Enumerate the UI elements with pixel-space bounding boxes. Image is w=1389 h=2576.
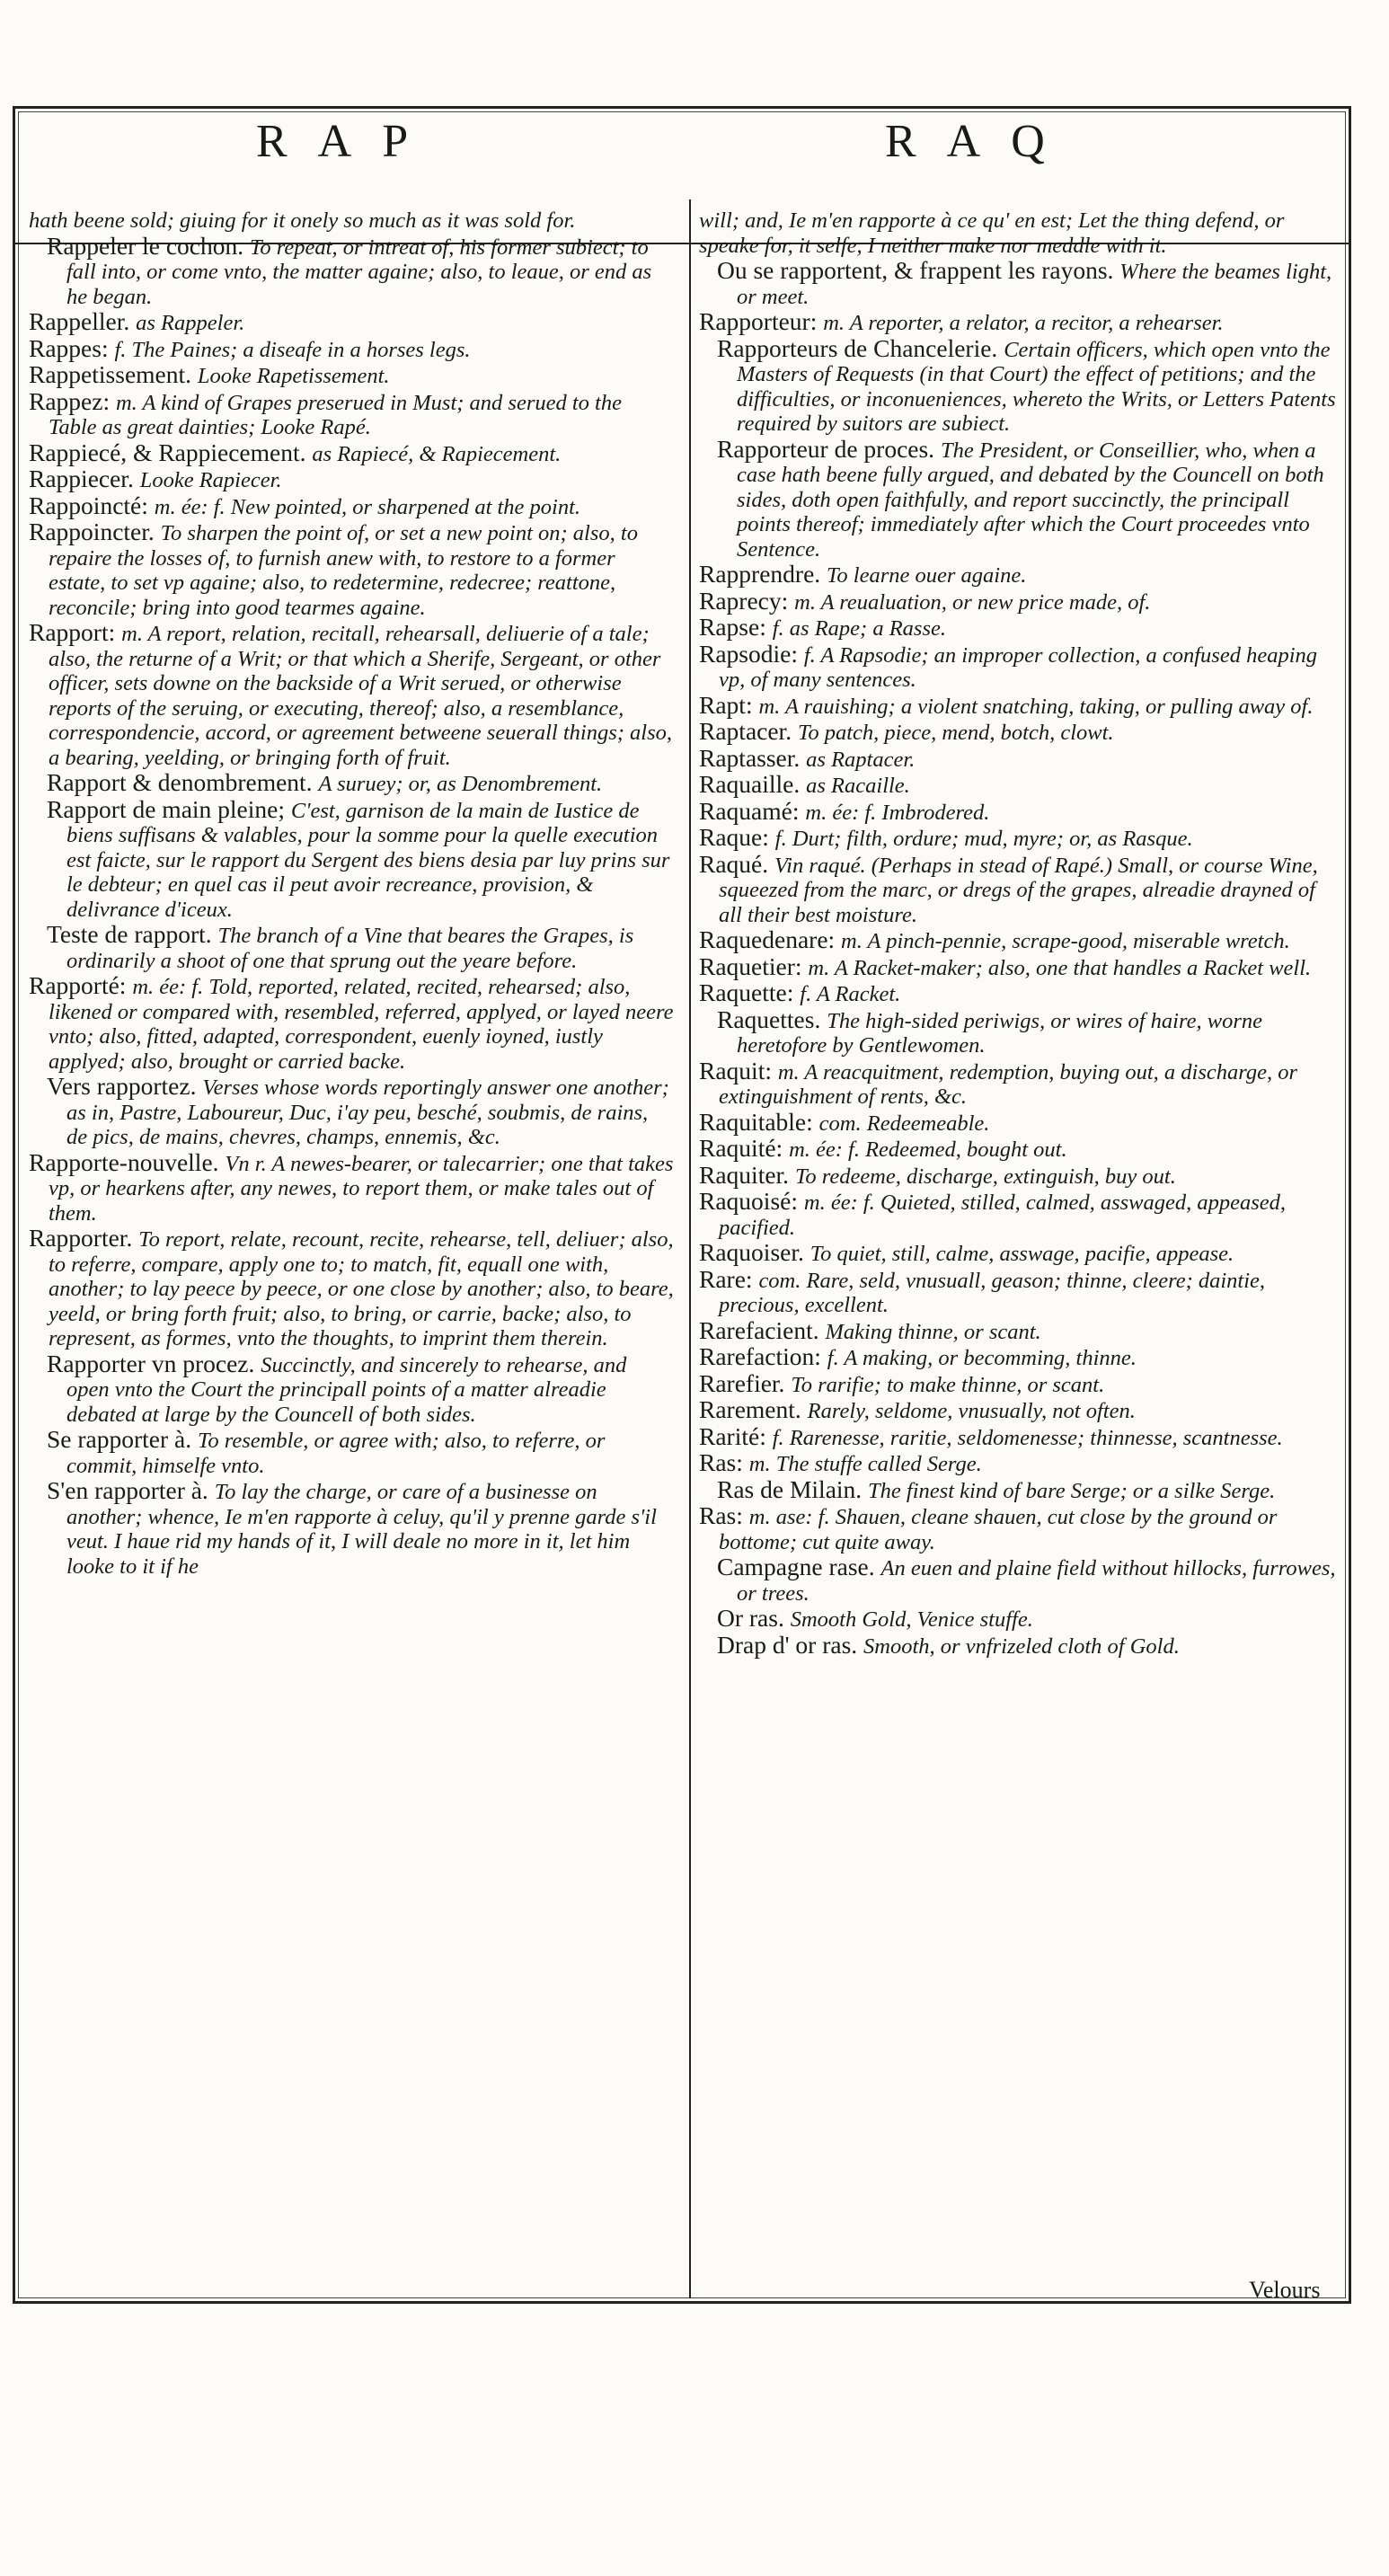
dictionary-entry bbox=[699, 927, 1339, 954]
dictionary-entry bbox=[699, 309, 1339, 336]
headword: Rapporté: bbox=[29, 971, 133, 999]
definition: To lay the charge, or care of a businesse on another; whence, Ie m'en rapporte à celuy, qu'il y prenne garde s'il veut. I haue rid my hands of it, I will deale no more in it, let him looke to it if he bbox=[66, 1480, 657, 1579]
definition: m. A rauishing; a violent snatching, taking, or pulling away of. bbox=[758, 694, 1314, 719]
headword: Campagne rase. bbox=[717, 1553, 881, 1580]
dictionary-entry bbox=[699, 1606, 1339, 1633]
definition: To report, relate, recount, recite, rehearse, tell, deliuer; also, to referre, compare, apply one to; to match, fit, equall one with, another; to lay peece by peece, or one close by another; also, to beare, yeeld, or bring forth fruit; also, to bring, or carrie, backe; also, to represent, as formes, vnto the thoughts, to imprint them therein. bbox=[49, 1227, 674, 1350]
definition: Looke Rapiecer. bbox=[139, 468, 282, 492]
headword: Rapporter. bbox=[29, 1224, 139, 1252]
definition: The finest kind of bare Serge; or a silke Serge. bbox=[868, 1478, 1276, 1503]
headword: Ras de Milain. bbox=[717, 1474, 869, 1503]
definition: m. ée: f. New pointed, or sharpened at the point. bbox=[154, 494, 581, 519]
dictionary-entry bbox=[699, 1554, 1339, 1606]
headword: Raptacer. bbox=[699, 717, 798, 745]
running-head-right bbox=[885, 115, 1075, 168]
dictionary-entry bbox=[699, 796, 1339, 826]
headword: Raptasser. bbox=[699, 743, 807, 772]
definition: Rarely, seldome, vnusually, not often. bbox=[807, 1399, 1136, 1423]
dictionary-entry bbox=[699, 743, 1339, 773]
dictionary-entry bbox=[699, 1421, 1339, 1451]
definition: Smooth Gold, Venice stuffe. bbox=[790, 1607, 1033, 1632]
definition: f. Durt; filth, ordure; mud, myre; or, as Rasque. bbox=[774, 827, 1193, 851]
headword: Rappiecé, & Rappiecement. bbox=[29, 438, 313, 466]
right-column bbox=[699, 208, 1339, 1659]
definition: f. as Rape; a Rasse. bbox=[772, 616, 946, 641]
dictionary-entry bbox=[29, 973, 674, 1074]
dictionary-entry bbox=[29, 1074, 674, 1150]
headword: Raqué. bbox=[699, 849, 775, 878]
dictionary-entry bbox=[699, 980, 1339, 1007]
definition: A suruey; or, as Denombrement. bbox=[318, 772, 603, 796]
headword: Raquoiser. bbox=[699, 1238, 810, 1266]
definition: m. ée: f. Redeemed, bought out. bbox=[789, 1138, 1067, 1162]
headword: Raquit: bbox=[699, 1056, 778, 1084]
definition: m. A kind of Grapes preserued in Must; and serued to the Table as great dainties; Looke Rapé. bbox=[49, 390, 622, 439]
dictionary-entry bbox=[699, 1344, 1339, 1371]
dictionary-entry bbox=[29, 1427, 674, 1478]
dictionary-entry bbox=[29, 770, 674, 797]
dictionary-entry bbox=[699, 1315, 1339, 1345]
headword: Rappeler le cochon. bbox=[47, 231, 251, 260]
definition: To learne ouer againe. bbox=[827, 563, 1027, 588]
definition: To sharpen the point of, or set a new point on; also, to repaire the losses of, to furnish anew with, to restore to a former estate, to set vp againe; also, to redetermine, redecree; reattone, reconcile; bring into good tearmes againe. bbox=[49, 521, 638, 620]
headword: Ou se rapportent, & frappent les rayons. bbox=[717, 256, 1120, 284]
headword: Rapt: bbox=[699, 690, 759, 719]
definition: f. A making, or becomming, thinne. bbox=[827, 1346, 1137, 1370]
headword: Rare: bbox=[699, 1264, 759, 1293]
dictionary-entry bbox=[699, 586, 1339, 615]
dictionary-entry bbox=[29, 231, 674, 310]
definition: m. A report, relation, recitall, rehearsall, deliuerie of a tale; also, the returne of a Writ; or that which a Sherife, Sergeant, or other officer, sets downe on the backside of a Writ serued, or otherwise reports of the seruing, or executing, thereof; also, a resemblance, correspondencie, accord, or agreement betweene seuerall things; also, a bearing, yeelding, or bringing forth of fruit. bbox=[49, 622, 673, 770]
headword: S'en rapporter à. bbox=[47, 1476, 215, 1504]
headword: Rapporte-nouvelle. bbox=[29, 1147, 226, 1176]
headword: Rapport: bbox=[29, 618, 122, 646]
dictionary-entry bbox=[699, 1136, 1339, 1163]
catchword: Velours bbox=[1249, 2277, 1321, 2303]
dictionary-entry bbox=[29, 519, 674, 620]
headword: Rapprendre. bbox=[699, 560, 827, 588]
dictionary-entry bbox=[699, 434, 1339, 562]
definition: m. A reualuation, or new price made, of. bbox=[794, 589, 1151, 615]
definition: com. Rare, seld, vnusuall, geason; thinne, cleere; daintie, precious, excellent. bbox=[719, 1268, 1266, 1317]
definition: m. ase: f. Shauen, cleane shauen, cut close by the ground or bottome; cut quite away. bbox=[719, 1505, 1278, 1554]
headword: Raquitable: bbox=[699, 1107, 819, 1136]
headword: Raquamé: bbox=[699, 796, 806, 825]
headword: Raprecy: bbox=[699, 586, 795, 615]
definition: To quiet, still, calme, asswage, pacifie, appease. bbox=[810, 1242, 1234, 1266]
definition: f. A Racket. bbox=[800, 982, 901, 1006]
headword: Rapporter vn procez. bbox=[47, 1349, 261, 1377]
definition: will; and, Ie m'en rapporte à ce qu' en est; Let the thing defend, or speake for, it selfe, I neither make nor meddle with it. bbox=[699, 208, 1285, 258]
definition: The President, or Conseillier, who, when a case hath beene fully argued, and debated by the Councell on both sides, doth open faithfully, and report succinctly, the principall points thereof; immediately after which the Court proceedes vnto Sentence. bbox=[737, 438, 1324, 562]
definition: f. The Paines; a diseafe in a horses legs. bbox=[114, 337, 471, 362]
definition: f. A Rapsodie; an improper collection, a confused heaping vp, of many sentences. bbox=[719, 642, 1318, 692]
definition: Succinctly, and sincerely to rehearse, and open vnto the Court the principall points of a matter alreadie debated at large by the Councell of both sides. bbox=[66, 1352, 627, 1427]
definition: m. ée: f. Told, reported, related, recited, rehearsed; also, likened or compared with, resembled, referred, applyed, or layed neere vnto; also, fitted, adapted, correspondent, euenly ioyned, iustly applyed; also, brought or carried backe. bbox=[49, 975, 674, 1074]
dictionary-entry bbox=[29, 493, 674, 520]
headword: Rapse: bbox=[699, 613, 773, 641]
dictionary-entry bbox=[29, 386, 674, 440]
definition: as Raptacer. bbox=[806, 747, 916, 772]
headword: Raquité: bbox=[699, 1134, 790, 1162]
headword: Rapsodie: bbox=[699, 639, 804, 668]
headword: Ras: bbox=[699, 1501, 749, 1529]
dictionary-entry bbox=[699, 1503, 1339, 1554]
dictionary-entry bbox=[699, 562, 1339, 589]
definition: Certain officers, which open vnto the Masters of Requests (in that Court) the effect of petitions; and the difficulties, or inconueniences, whereto the Writs, or Letters Patents required by suitors are subiect. bbox=[737, 337, 1336, 436]
definition: The branch of a Vine that beares the Grapes, is ordinarily a shoot of one that sprung out the yeare before. bbox=[66, 924, 634, 973]
headword: Teste de rapport. bbox=[47, 920, 218, 948]
headword: Raquetier: bbox=[699, 952, 809, 980]
definition: com. Redeemeable. bbox=[818, 1111, 990, 1136]
dictionary-entry bbox=[29, 922, 674, 973]
definition: To rarifie; to make thinne, or scant. bbox=[791, 1372, 1105, 1397]
dictionary-entry bbox=[699, 690, 1339, 720]
dictionary-entry bbox=[699, 772, 1339, 799]
dictionary-entry bbox=[29, 333, 674, 363]
definition: To resemble, or agree with; also, to referre, or commit, himselfe vnto. bbox=[66, 1429, 606, 1478]
definition: m. A Racket-maker; also, one that handles a Racket well. bbox=[808, 955, 1312, 980]
dictionary-entry bbox=[699, 1368, 1339, 1398]
headword: Rarefacient. bbox=[699, 1315, 826, 1344]
definition: An euen and plaine field without hillocks, furrowes, or trees. bbox=[737, 1556, 1336, 1606]
headword: Se rapporter à. bbox=[47, 1425, 198, 1453]
dictionary-entry bbox=[699, 719, 1339, 746]
column-divider bbox=[689, 199, 691, 2298]
definition: Making thinne, or scant. bbox=[825, 1319, 1041, 1344]
dictionary-entry bbox=[699, 1160, 1339, 1190]
dictionary-entry bbox=[699, 1007, 1339, 1058]
headword: Vers rapportez. bbox=[47, 1072, 203, 1100]
headword: Raquedenare: bbox=[699, 925, 842, 953]
definition: as Rappeler. bbox=[136, 311, 245, 335]
dictionary-entry bbox=[29, 466, 674, 493]
definition: m. ée: f. Imbrodered. bbox=[805, 800, 990, 825]
headword: Drap d' or ras. bbox=[717, 1630, 864, 1659]
headword: Rappiecer. bbox=[29, 465, 140, 492]
definition: Vin raqué. (Perhaps in stead of Rapé.) Small, or course Wine, squeezed from the marc, or dregs of the grapes, alreadie drayned of all their best moisture. bbox=[719, 853, 1318, 927]
headword: Raquettes. bbox=[717, 1005, 827, 1033]
dictionary-entry bbox=[29, 1351, 674, 1428]
headword: Raquaille. bbox=[699, 770, 807, 798]
headword: Rapport & denombrement. bbox=[47, 768, 319, 796]
dictionary-entry bbox=[699, 1058, 1339, 1110]
definition: as Rapiecé, & Rapiecement. bbox=[312, 441, 562, 466]
dictionary-entry bbox=[699, 639, 1339, 693]
dictionary-entry bbox=[699, 849, 1339, 928]
headword: Rarefier. bbox=[699, 1368, 792, 1397]
headword: Rarefaction: bbox=[699, 1342, 827, 1370]
dictionary-entry bbox=[699, 1397, 1339, 1424]
dictionary-entry bbox=[699, 954, 1339, 981]
headword: Raquette: bbox=[699, 978, 801, 1006]
headword: Rappes: bbox=[29, 333, 115, 362]
dictionary-entry bbox=[699, 1107, 1339, 1137]
definition: Verses whose words reportingly answer one another; as in, Pastre, Laboureur, Duc, i'ay peu, besché, soubmis, de rains, de pics, de mains, chevres, champs, ennemis, &c. bbox=[66, 1076, 669, 1149]
definition: Looke Rapetissement. bbox=[197, 364, 390, 388]
dictionary-entry bbox=[29, 440, 674, 467]
headword: Raque: bbox=[699, 823, 775, 851]
headword: Rarité: bbox=[699, 1421, 773, 1450]
definition: Vn r. A newes-bearer, or talecarrier; one that takes vp, or hearkens after, any newes, to report them, or make tales out of them. bbox=[49, 1151, 674, 1226]
dictionary-entry bbox=[699, 1630, 1339, 1660]
headword: Rappetissement. bbox=[29, 360, 198, 388]
dictionary-entry bbox=[699, 1189, 1339, 1240]
definition: m. A reacquitment, redemption, buying out, a discharge, or extinguishment of rents, &c. bbox=[719, 1059, 1298, 1109]
definition: The high-sided periwigs, or wires of haire, worne heretofore by Gentlewomen. bbox=[737, 1008, 1262, 1058]
definition: C'est, garnison de la main de Iustice de biens suffisans & valables, pour la somme pour la quelle execution est faicte, sur le rapport du Sergent des biens desia par luy prins sur le debteur; en quel cas il peut avoir recreance, provision, & delivrance d'iceux. bbox=[66, 798, 670, 922]
dictionary-entry bbox=[29, 362, 674, 389]
headword: Raquiter. bbox=[699, 1160, 795, 1189]
headword: Rappez: bbox=[29, 386, 116, 415]
headword: Rapporteur de proces. bbox=[717, 434, 941, 463]
definition: m. A pinch-pennie, scrape-good, miserable wretch. bbox=[841, 929, 1290, 953]
definition: m. The stuffe called Serge. bbox=[748, 1452, 982, 1476]
dictionary-entry bbox=[29, 794, 674, 923]
definition: f. Rarenesse, raritie, seldomenesse; thinnesse, scantnesse. bbox=[772, 1425, 1283, 1450]
dictionary-entry bbox=[699, 1474, 1339, 1504]
headword: Rapporteur: bbox=[699, 307, 824, 335]
definition: m. A reporter, a relator, a recitor, a rehearser. bbox=[823, 311, 1224, 335]
running-head-right-text: RAQ bbox=[885, 116, 1075, 167]
dictionary-entry bbox=[29, 309, 674, 336]
definition: Where the beames light, or meet. bbox=[737, 260, 1332, 309]
dictionary-entry bbox=[29, 208, 674, 234]
dictionary-entry bbox=[699, 825, 1339, 852]
dictionary-entry bbox=[699, 208, 1339, 258]
headword: Rappoincté: bbox=[29, 491, 155, 519]
left-column bbox=[29, 208, 674, 1579]
headword: Rapport de main pleine; bbox=[47, 794, 291, 823]
dictionary-entry bbox=[699, 1450, 1339, 1477]
definition: To repeat, or intreat of, his former subiect; to fall into, or come vnto, the matter againe; also, to leaue, or end as he began. bbox=[66, 235, 652, 309]
dictionary-entry bbox=[29, 1226, 674, 1351]
definition: To patch, piece, mend, botch, clowt. bbox=[797, 721, 1114, 745]
headword: Ras: bbox=[699, 1448, 749, 1476]
definition: m. ée: f. Quieted, stilled, calmed, asswaged, appeased, pacified. bbox=[719, 1191, 1287, 1240]
headword: Rarement. bbox=[699, 1395, 808, 1423]
headword: Or ras. bbox=[717, 1604, 791, 1632]
dictionary-entry bbox=[29, 1478, 674, 1579]
headword: Raquoisé: bbox=[699, 1187, 804, 1215]
definition: as Racaille. bbox=[806, 774, 910, 798]
dictionary-entry bbox=[699, 1240, 1339, 1267]
dictionary-entry bbox=[29, 1147, 674, 1226]
dictionary-entry bbox=[699, 258, 1339, 309]
headword: Rappoincter. bbox=[29, 518, 161, 545]
headword: Rappeller. bbox=[29, 307, 137, 335]
definition: Smooth, or vnfrizeled cloth of Gold. bbox=[863, 1633, 1180, 1659]
running-head-left: RAP bbox=[256, 116, 439, 167]
definition: To redeeme, discharge, extinguish, buy out. bbox=[794, 1164, 1176, 1189]
definition: hath beene sold; giuing for it onely so much as it was sold for. bbox=[29, 208, 576, 233]
dictionary-entry bbox=[699, 333, 1339, 437]
headword: Rapporteurs de Chancelerie. bbox=[717, 333, 1004, 362]
dictionary-entry bbox=[29, 620, 674, 770]
dictionary-entry bbox=[699, 1264, 1339, 1318]
dictionary-entry bbox=[699, 615, 1339, 642]
